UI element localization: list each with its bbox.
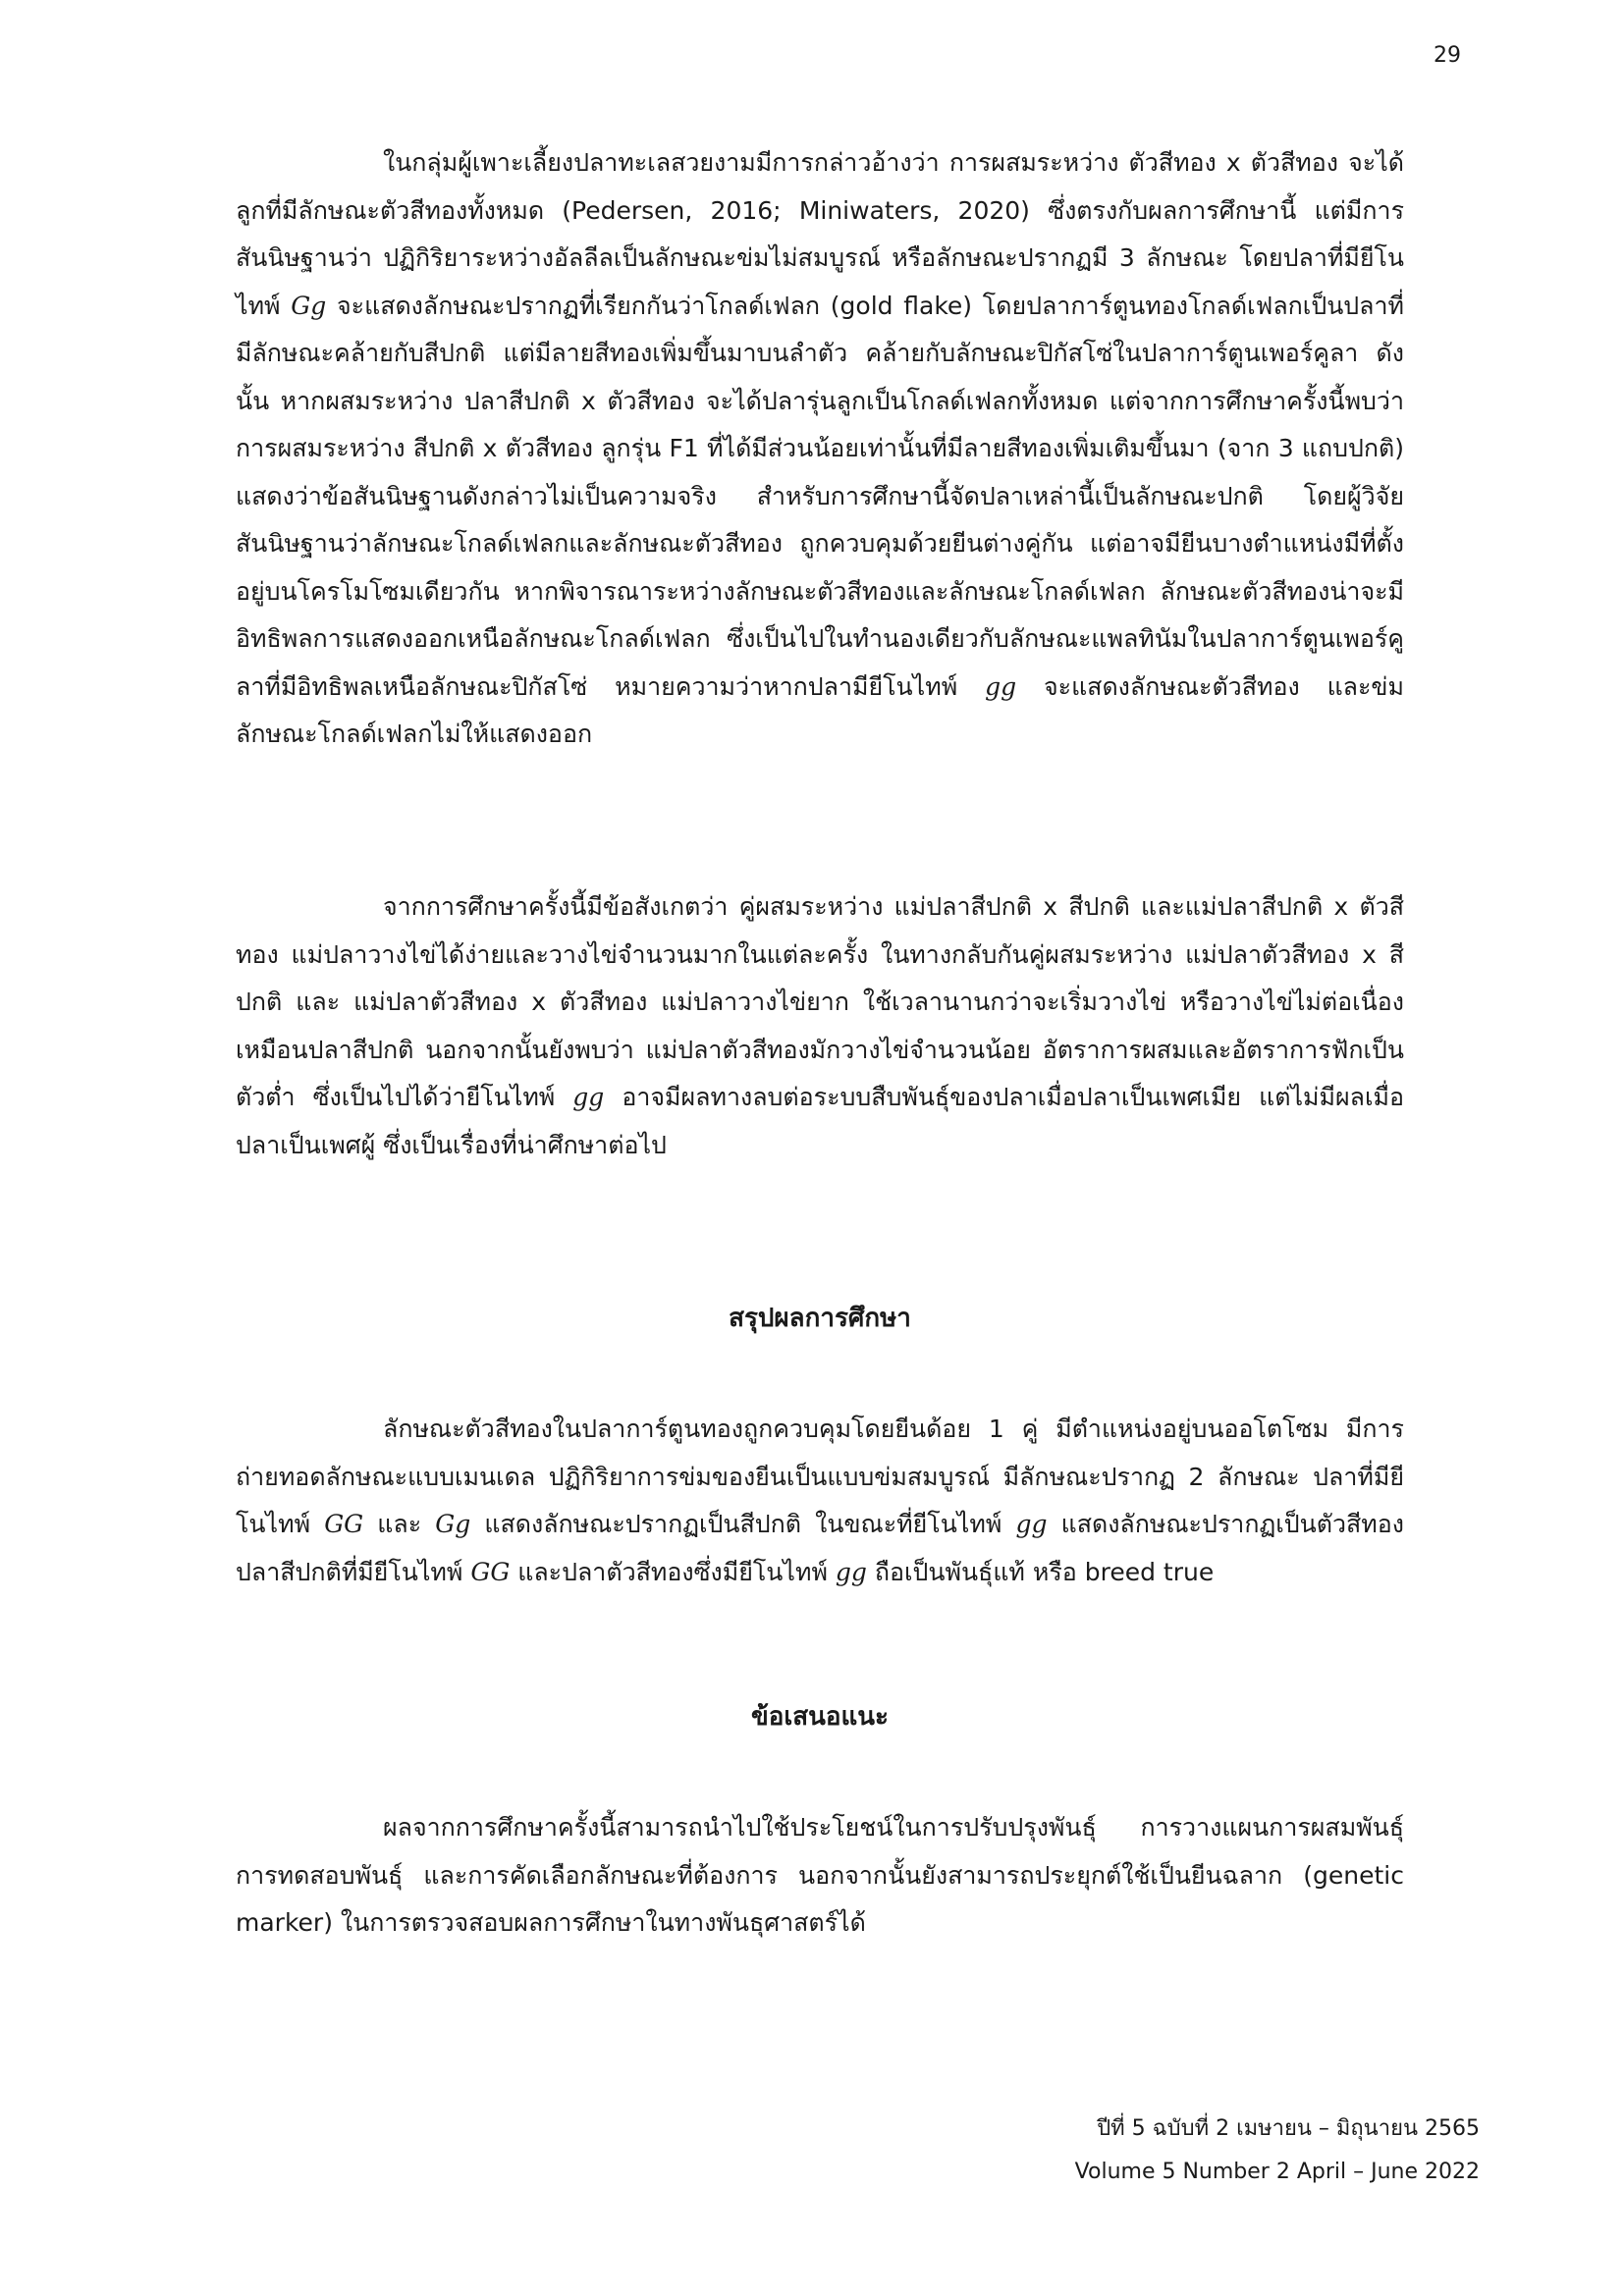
text-run: จะแสดงลักษณะปรากฏที่เรียกกันว่าโกลด์เฟลก (gold flake) โดยปลาการ์ตูนทองโกลด์เฟลกเป็นปลาที่มีลักษณะคล้ายกับสีปกติ แต่มีลายสีทองเพิ่มขึ้นมาบนลำตัว คล้ายกับลักษณะปิกัสโซ่ในปลาการ์ตูนเพอร์คูลา ดังนั้น หากผสมระหว่าง ปลาสีปกติ x ตัวสีทอง จะได้ปลารุ่นลูกเป็นโกลด์เฟลกทั้งหมด แต่จากการศึกษาครั้งนี้พบว่า การผสมระหว่าง สีปกติ x ตัวสีทอง ลูกรุ่น F1 ที่ได้มีส่วนน้อยเท่านั้นที่มีลายสีทองเพิ่มเติมขึ้นมา (จาก 3 แถบปกติ) แสดงว่าข้อสันนิษฐานดังกล่าวไม่เป็นความจริง สำหรับการศึกษานี้จัดปลาเหล่านี้เป็นลักษณะปกติ โดยผู้วิจัยสันนิษฐานว่าลักษณะโกลด์เฟลกและลักษณะตัวสีทอง ถูกควบคุมด้วยยีนต่างคู่กัน แต่อาจมียีนบางตำแหน่งมีที่ตั้งอยู่บนโครโมโซมเดียวกัน หากพิจารณาระหว่างลักษณะตัวสีทองและลักษณะโกลด์เฟลก ลักษณะตัวสีทองน่าจะมีอิทธิพลการแสดงออกเหนือลักษณะโกลด์เฟลก ซึ่งเป็นไปในทำนองเดียวกับลักษณะแพลทินัมในปลาการ์ตูนเพอร์คูลาที่มีอิทธิพลเหนือลักษณะปิกัสโซ่ หมายความว่าหากปลามียีโนไทพ์ (236, 291, 1405, 701)
footer-issue-english: Volume 5 Number 2 April – June 2022 (1074, 2160, 1480, 2184)
text-run: ในกลุ่มผู้เพาะเลี้ยงปลาทะเลสวยงามมีการกล่าวอ้างว่า การผสมระหว่าง ตัวสีทอง x ตัวสีทอง จะได้ลูกที่มีลักษณะตัวสีทองทั้งหมด (Pedersen, 2016; Miniwaters, 2020) ซึ่งตรงกับผลการศึกษานี้ แต่มีการสันนิษฐานว่า ปฏิกิริยาระหว่างอัลลีลเป็นลักษณะข่มไม่สมบูรณ์ หรือลักษณะปรากฏมี 3 ลักษณะ โดยปลาที่มียีโนไทพ์ (236, 148, 1404, 320)
text-run: ถือเป็นพันธุ์แท้ หรือ breed true (866, 1557, 1215, 1586)
genotype-text: gg (1015, 1510, 1048, 1538)
heading-suggestion: ข้อเสนอแนะ (750, 1702, 890, 1732)
paragraph-discussion-2 (236, 883, 1404, 1169)
text-run: และปลาตัวสีทองซึ่งมียีโนไทพ์ (510, 1557, 836, 1586)
genotype-text: Gg (435, 1510, 471, 1538)
genotype-text: GG (470, 1557, 511, 1586)
footer-issue-thai: ปีที่ 5 ฉบับที่ 2 เมษายน – มิถุนายน 2565 (1097, 2116, 1480, 2141)
paragraph-suggestion (236, 1804, 1404, 1948)
page-number: 29 (1434, 43, 1461, 68)
text-run: จากการศึกษาครั้งนี้มีข้อสังเกตว่า คู่ผสมระหว่าง แม่ปลาสีปกติ x สีปกติ และแม่ปลาสีปกติ x ตัวสีทอง แม่ปลาวางไข่ได้ง่ายและวางไข่จำนวนมากในแต่ละครั้ง ในทางกลับกันคู่ผสมระหว่าง แม่ปลาตัวสีทอง x สีปกติ และ แม่ปลาตัวสีทอง x ตัวสีทอง แม่ปลาวางไข่ยาก ใช้เวลานานกว่าจะเริ่มวางไข่ หรือวางไข่ไม่ต่อเนื่องเหมือนปลาสีปกติ นอกจากนั้นยังพบว่า แม่ปลาตัวสีทองมักวางไข่จำนวนน้อย อัตราการผสมและอัตราการฟักเป็นตัวต่ำ ซึ่งเป็นไปได้ว่ายีโนไทพ์ (236, 892, 1404, 1111)
text-run: จะแสดงลักษณะตัวสีทอง และข่มลักษณะโกลด์เฟลกไม่ให้แสดงออก (236, 671, 1404, 748)
genotype-text: gg (572, 1083, 605, 1111)
paragraph-conclusion (236, 1406, 1404, 1596)
genotype-text: gg (985, 671, 1017, 701)
text-run: แสดงลักษณะปรากฏเป็นตัวสีทอง ปลาสีปกติที่มียีโนไทพ์ (236, 1510, 1404, 1586)
genotype-text: Gg (291, 291, 327, 320)
text-run: ลักษณะตัวสีทองในปลาการ์ตูนทองถูกควบคุมโดยยีนด้อย 1 คู่ มีตำแหน่งอยู่บนออโตโซม มีการถ่ายทอดลักษณะแบบเมนเดล ปฏิกิริยาการข่มของยีนเป็นแบบข่มสมบูรณ์ มีลักษณะปรากฏ 2 ลักษณะ ปลาที่มียีโนไทพ์ (236, 1415, 1404, 1538)
genotype-text: GG (324, 1510, 364, 1538)
text-run: อาจมีผลทางลบต่อระบบสืบพันธุ์ของปลาเมื่อปลาเป็นเพศเมีย แต่ไม่มีผลเมื่อปลาเป็นเพศผู้ ซึ่งเป็นเรื่องที่น่าศึกษาต่อไป (236, 1083, 1404, 1159)
genotype-text: gg (835, 1557, 867, 1586)
paragraph-discussion-1 (236, 139, 1404, 759)
text-run: แสดงลักษณะปรากฏเป็นสีปกติ ในขณะที่ยีโนไทพ์ (470, 1510, 1016, 1538)
heading-conclusion: สรุปผลการศึกษา (729, 1304, 911, 1333)
text-run: และ (363, 1510, 436, 1538)
text-run: ผลจากการศึกษาครั้งนี้สามารถนำไปใช้ประโยชน์ในการปรับปรุงพันธุ์ การวางแผนการผสมพันธุ์ การทดสอบพันธุ์ และการคัดเลือกลักษณะที่ต้องการ นอกจากนั้นยังสามารถประยุกต์ใช้เป็นยีนฉลาก (genetic marker) ในการตรวจสอบผลการศึกษาในทางพันธุศาสตร์ได้ (236, 1813, 1404, 1937)
